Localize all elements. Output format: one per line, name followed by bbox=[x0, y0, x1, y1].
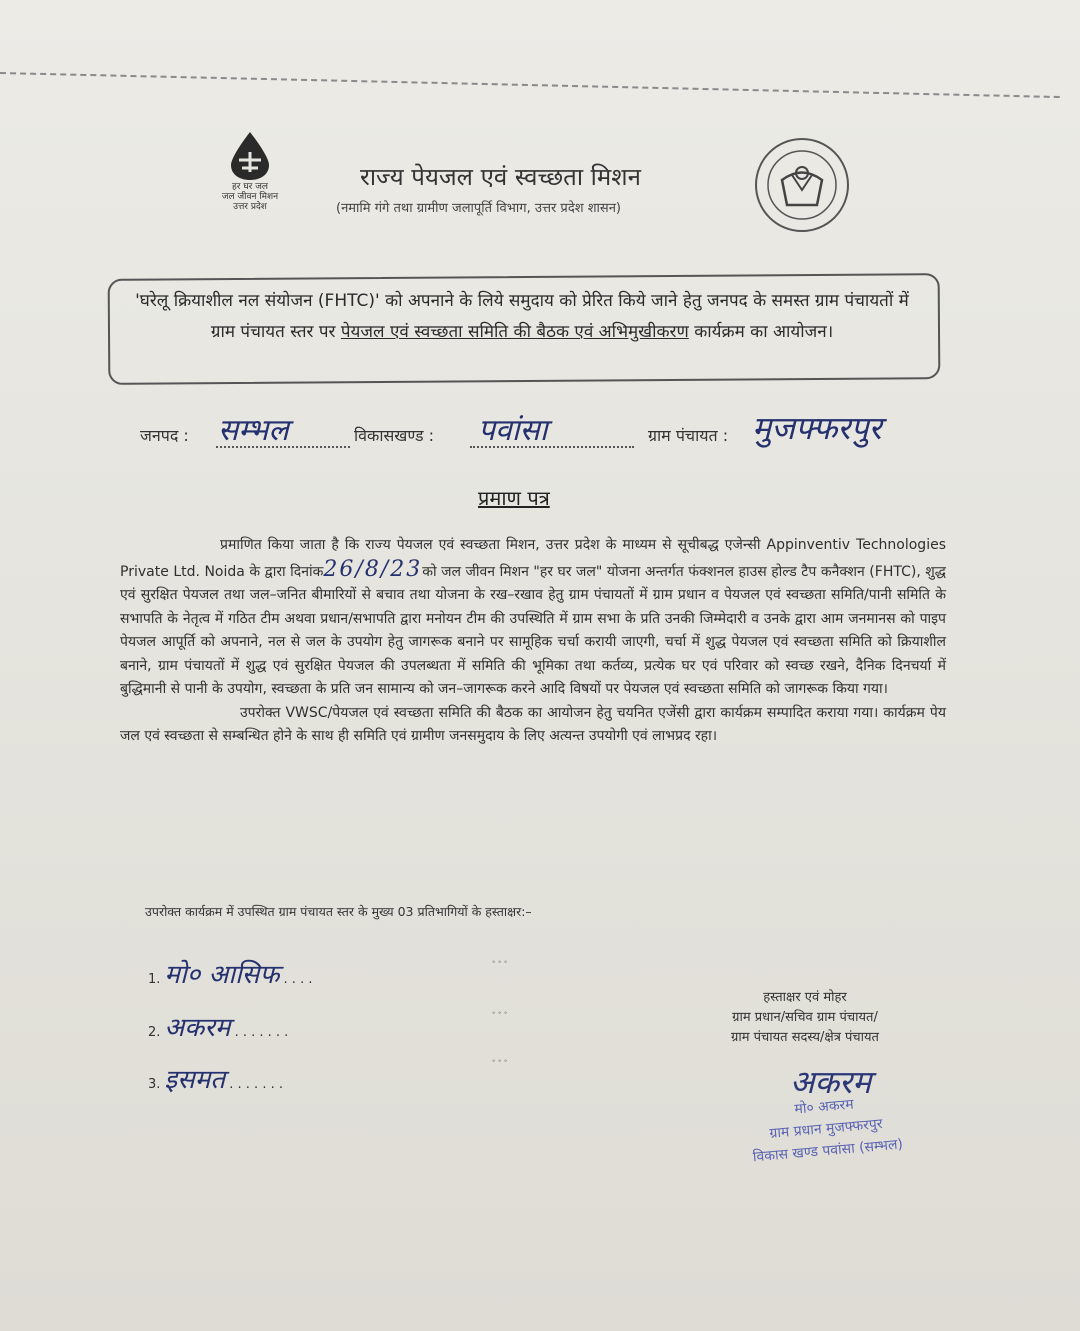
fold-line bbox=[0, 72, 1060, 98]
pradhan-signature: अकरम bbox=[790, 1063, 872, 1101]
district-value: सम्भल bbox=[218, 413, 289, 448]
subject-underlined: पेयजल एवं स्वच्छता समिति की बैठक एवं अभिमुखीकरण bbox=[340, 322, 689, 342]
official-stamp: मो० अकरम ग्राम प्रधान मुजफ्फरपुर विकास खण्ड पवांसा (सम्भल) bbox=[752, 1096, 904, 1166]
participant-signature-2: 2. अकरम . . . . . . . bbox=[148, 1013, 289, 1043]
faint-mark: ॰ ॰ ॰ bbox=[492, 958, 508, 967]
panchayat-label: ग्राम पंचायत : bbox=[648, 426, 729, 445]
up-government-seal-icon bbox=[752, 135, 852, 235]
page-title: प्रमाण पत्र bbox=[478, 486, 550, 510]
logo-text: जल जीवन मिशन bbox=[221, 192, 279, 202]
participants-intro: उपरोक्त कार्यक्रम में उपस्थित ग्राम पंचायत स्तर के मुख्य 03 प्रतिभागियों के हस्ताक्षर:– bbox=[145, 904, 532, 919]
logo-text: हर घर जल bbox=[232, 182, 268, 192]
block-value: पवांसा bbox=[478, 413, 548, 448]
faint-mark: ॰ ॰ ॰ bbox=[492, 1057, 508, 1066]
logo-text: उत्तर प्रदेश bbox=[233, 202, 267, 212]
district-label: जनपद : bbox=[140, 426, 189, 445]
district-dotted-line bbox=[216, 446, 350, 448]
faint-mark: ॰ ॰ ॰ bbox=[492, 1009, 508, 1018]
participant-name: अकरम bbox=[164, 1013, 231, 1043]
participant-signature-3: 3. इसमत . . . . . . . bbox=[148, 1065, 283, 1095]
participant-name: मो० आसिफ bbox=[164, 960, 280, 990]
organization-subtitle: (नमामि गंगे तथा ग्रामीण जलापूर्ति विभाग, उत्तर प्रदेश शासन) bbox=[336, 201, 621, 216]
subject-text: 'घरेलू क्रियाशील नल संयोजन (FHTC)' को अपनाने के लिये समुदाय को प्रेरित किये जाने हेतु जनपद के समस्त ग्राम पंचायतों में ग्राम पंचायत स्तर पर पेयजल एवं स्वच्छता समिति की बैठक एवं अभिमुखीकरण कार्यक्रम का आयोजन। bbox=[135, 291, 909, 342]
jal-jeevan-mission-logo bbox=[210, 130, 290, 220]
handwritten-date: 26/8/23 bbox=[323, 556, 423, 582]
signatory-block: हस्ताक्षर एवं मोहर ग्राम प्रधान/सचिव ग्राम पंचायत/ ग्राम पंचायत सदस्य/क्षेत्र पंचायत bbox=[731, 990, 879, 1045]
participant-name: इसमत bbox=[164, 1065, 226, 1095]
participant-signature-1: 1. मो० आसिफ . . . . bbox=[148, 960, 313, 990]
block-label: विकासखण्ड : bbox=[354, 426, 435, 445]
paragraph: उपरोक्त VWSC/पेयजल एवं स्वच्छता समिति की बैठक का आयोजन हेतु चयनित एजेंसी द्वारा कार्यक्रम सम्पादित कराया गया। कार्यक्रम पेय जल एवं स्वच्छता से सम्बन्धित होने के साथ ही समिति एवं ग्रामीण जनसमुदाय के लिए अत्यन्त उपयोगी एवं लाभप्रद रहा। bbox=[120, 704, 946, 744]
panchayat-value: मुजफ्फरपुर bbox=[752, 409, 882, 447]
organization-title: राज्य पेयजल एवं स्वच्छता मिशन bbox=[360, 163, 641, 191]
block-dotted-line bbox=[470, 446, 634, 448]
water-drop-icon bbox=[227, 130, 273, 182]
certificate-body bbox=[120, 534, 946, 749]
paragraph: प्रमाणित किया जाता है कि राज्य पेयजल एवं स्वच्छता मिशन, उत्तर प्रदेश के माध्यम से सूचीबद्ध एजेन्सी Appinventiv Technologies Private Ltd. Noida के द्वारा दिनांक26/8/23को जल जीवन मिशन "हर घर जल" योजना अन्तर्गत फंक्शनल हाउस होल्ड टैप कनैक्शन (FHTC), शुद्ध एवं सुरक्षित पेयजल तथा जल–जनित बीमारियों से बचाव तथा योजना के रख–रखाव हेतु ग्राम पंचायतों में ग्राम प्रधान व पेयजल एवं स्वच्छता समिति/पानी समिति के सभापति के नेतृत्व में गठित टीम अथवा प्रधान/सभापति द्वारा मनोयन टीम की उपस्थिति में ग्राम सभा के प्रति उनकी जिम्मेदारी व उनके द्वारा आम जनमानस को पाइप पेयजल आपूर्ति को अपनाने, नल से जल के उपयोग हेतु जागरूक बनाने पर सामूहिक चर्चा करायी जाएगी, चर्चा में शुद्ध पेयजल एवं स्वच्छता समिति को क्रियाशील बनाने, ग्राम पंचायतों में शुद्ध एवं सुरक्षित पेयजल की उपलब्धता में समिति की भूमिका तथा कर्तव्य, प्रत्येक घर एवं परिवार को स्वच्छ रखने, दैनिक दिनचर्या में बुद्धिमानी से पानी के उपयोग, स्वच्छता के प्रति जन सामान्य को जन–जागरूक करने आदि विषयों पर पेयजल एवं स्वच्छता समिति को जागरूक किया गया। bbox=[120, 537, 946, 697]
